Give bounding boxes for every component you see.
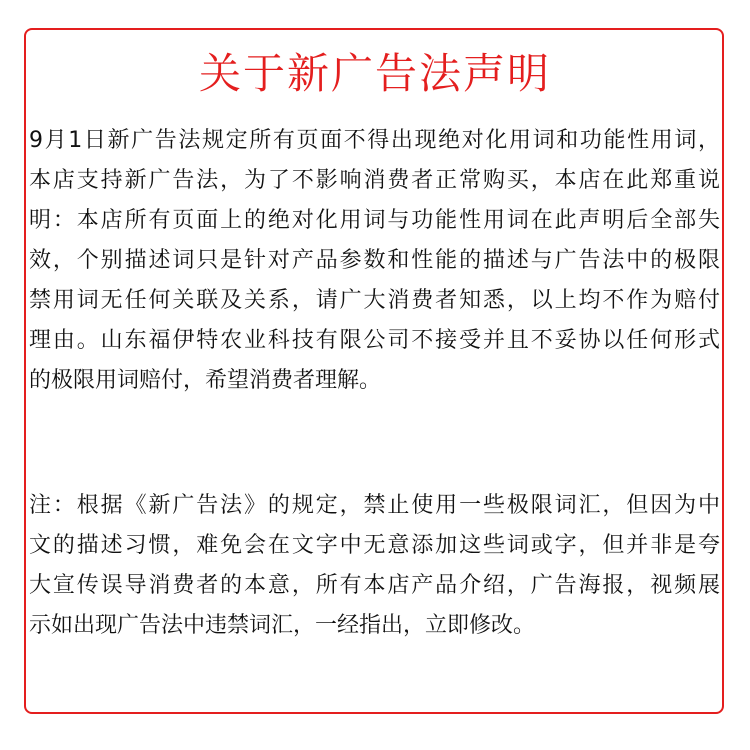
note-line: 示如出现广告法中违禁词汇，一经指出，立即修改。 — [29, 613, 536, 638]
statement-line: 9月1日新广告法规定所有页面不得出现绝对化用词和功能性用词， — [29, 128, 720, 153]
note-line: 大宣传误导消费者的本意，所有本店产品介绍，广告海报，视频展 — [29, 573, 720, 598]
statement-line: 明：本店所有页面上的绝对化用词与功能性用词在此声明后全部失 — [29, 208, 720, 233]
statement-line: 的极限用词赔付，希望消费者理解。 — [29, 368, 382, 393]
statement-line: 理由。山东福伊特农业科技有限公司不接受并且不妥协以任何形式 — [29, 328, 720, 353]
note-line: 注：根据《新广告法》的规定，禁止使用一些极限词汇，但因为中 — [29, 493, 720, 518]
statement-line: 效，个别描述词只是针对产品参数和性能的描述与广告法中的极限 — [29, 248, 720, 273]
note-paragraph — [29, 486, 720, 646]
note-line: 文的描述习惯，难免会在文字中无意添加这些词或字，但并非是夸 — [29, 533, 720, 558]
statement-paragraph — [29, 121, 720, 401]
statement-line: 禁用词无任何关联及关系，请广大消费者知悉，以上均不作为赔付 — [29, 288, 720, 313]
statement-line: 本店支持新广告法，为了不影响消费者正常购买，本店在此郑重说 — [29, 168, 720, 193]
notice-title: 关于新广告法声明 — [198, 49, 551, 98]
